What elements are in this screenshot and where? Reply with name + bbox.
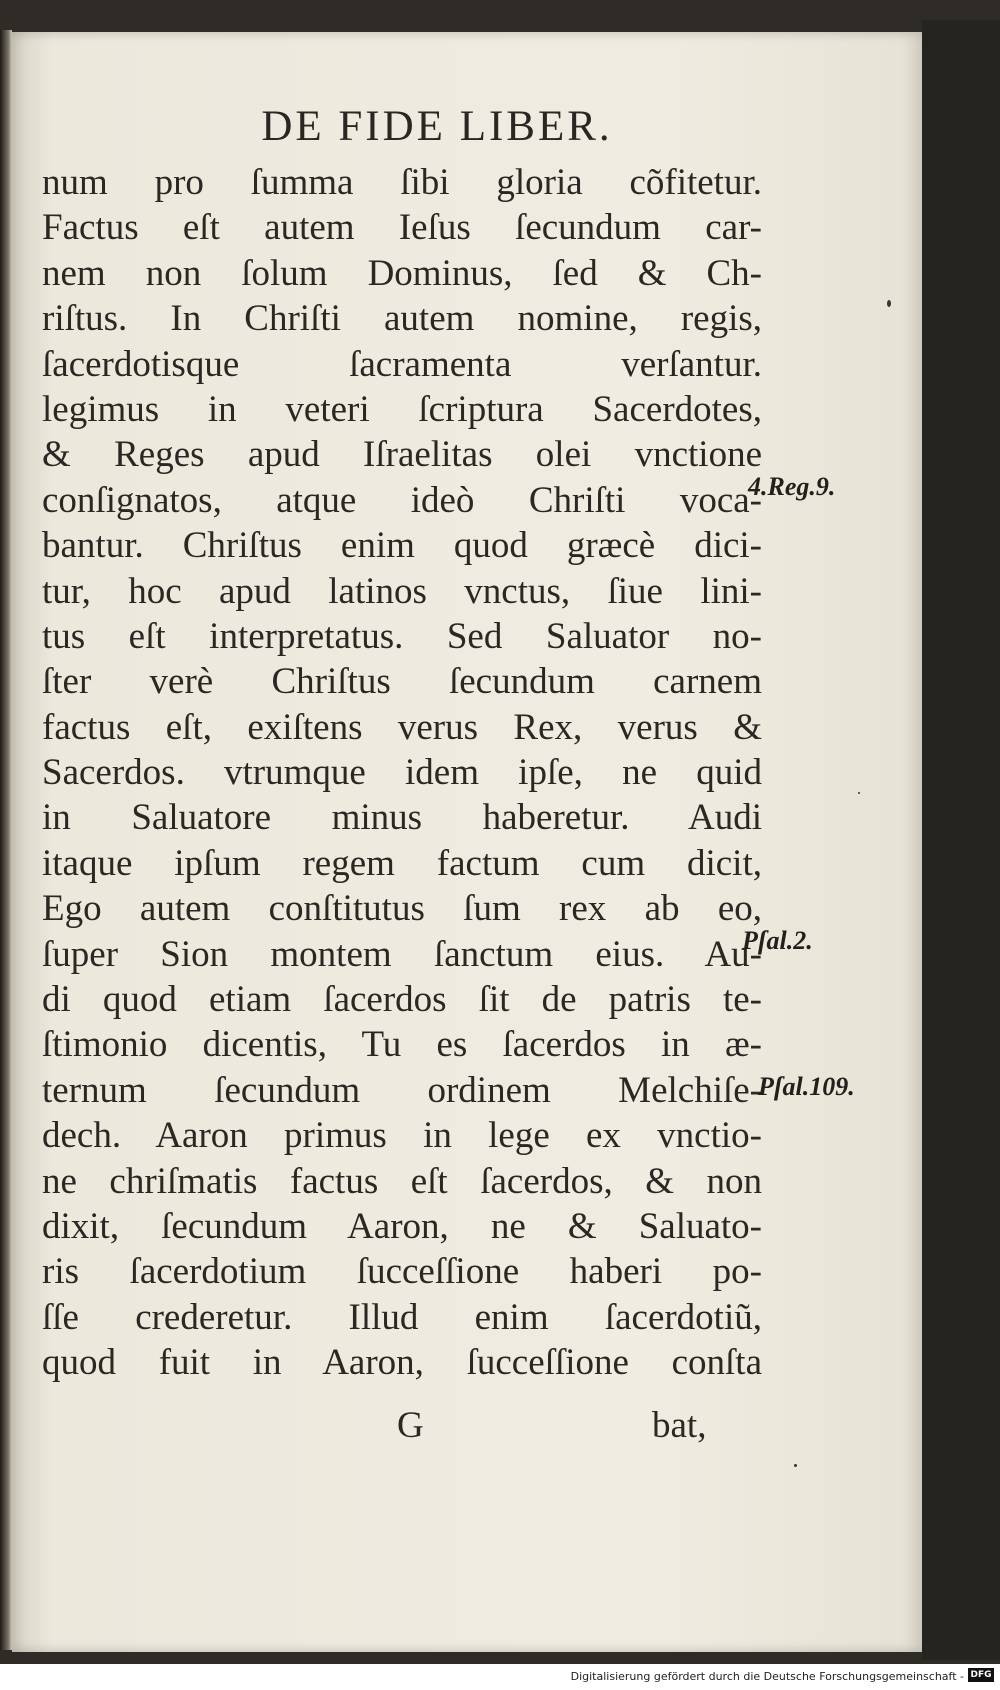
running-head: DE FIDE LIBER. <box>261 103 613 150</box>
scan-right-margin <box>922 20 1000 1660</box>
marginal-note-reg: 4.Reg.9. <box>748 472 836 501</box>
text-line: ſſe crederetur. Illud enim ſacerdotiũ, <box>42 1296 762 1338</box>
page-speck <box>887 300 891 307</box>
text-line: dech. Aaron primus in lege ex vnctio- <box>42 1115 762 1157</box>
text-line: legimus in veteri ſcriptura Sacerdotes, <box>42 388 762 430</box>
text-line: ſtimonio dicentis, Tu es ſacerdos in æ- <box>42 1024 762 1066</box>
text-line: in Saluatore minus haberetur. Audi <box>42 797 762 839</box>
text-line: Sacerdos. vtrumque idem ipſe, ne quid <box>42 752 762 794</box>
main-text <box>42 160 762 1386</box>
text-line: ſter verè Chriſtus ſecundum carnem <box>42 661 762 703</box>
signature-mark: G <box>397 1405 424 1446</box>
text-line: ne chriſmatis factus eſt ſacerdos, & non <box>42 1160 762 1202</box>
digitization-credit: Digitalisierung gefördert durch die Deutsche Forschungsgemeinschaft - <box>570 1670 964 1683</box>
text-line: conſignatos, atque ideò Chriſti voca- <box>42 479 762 521</box>
book-page <box>12 32 922 1652</box>
text-line: di quod etiam ſacerdos ſit de patris te- <box>42 979 762 1021</box>
text-line: tur, hoc apud latinos vnctus, ſiue lini- <box>42 570 762 612</box>
text-line: nem non ſolum Dominus, ſed & Ch- <box>42 252 762 294</box>
text-line: num pro ſumma ſibi gloria cõfitetur. <box>42 162 762 203</box>
text-line: dixit, ſecundum Aaron, ne & Saluato- <box>42 1205 762 1247</box>
catchword: bat, <box>652 1405 707 1446</box>
text-line: bantur. Chriſtus enim quod græcè dici- <box>42 525 762 567</box>
page-speck <box>858 792 860 794</box>
text-line: factus eſt, exiſtens verus Rex, verus & <box>42 706 762 748</box>
marginal-note-psal-109: Pſal.109. <box>758 1072 855 1101</box>
dfg-logo: DFG <box>968 1668 994 1682</box>
text-line: itaque ipſum regem factum cum dicit, <box>42 842 762 884</box>
text-line: ſacerdotisque ſacramenta verſantur. <box>42 343 762 385</box>
text-line: & Reges apud Iſraelitas olei vnctione <box>42 434 762 476</box>
marginal-note-psal-2: Pſal.2. <box>742 926 813 955</box>
text-line: quod fuit in Aaron, ſucceſſione conſta <box>42 1342 762 1384</box>
page-speck <box>794 1464 797 1467</box>
text-line: ternum ſecundum ordinem Melchiſe- <box>42 1069 762 1111</box>
text-line: Ego autem conſtitutus ſum rex ab eo, <box>42 888 762 930</box>
text-line: Factus eſt autem Ieſus ſecundum car- <box>42 207 762 249</box>
book-left-edge <box>0 30 12 1650</box>
text-line: ris ſacerdotium ſucceſſione haberi po- <box>42 1251 762 1293</box>
text-line: ſuper Sion montem ſanctum eius. Au- <box>42 933 762 975</box>
text-line: riſtus. In Chriſti autem nomine, regis, <box>42 298 762 340</box>
text-line: tus eſt interpretatus. Sed Saluator no- <box>42 615 762 657</box>
